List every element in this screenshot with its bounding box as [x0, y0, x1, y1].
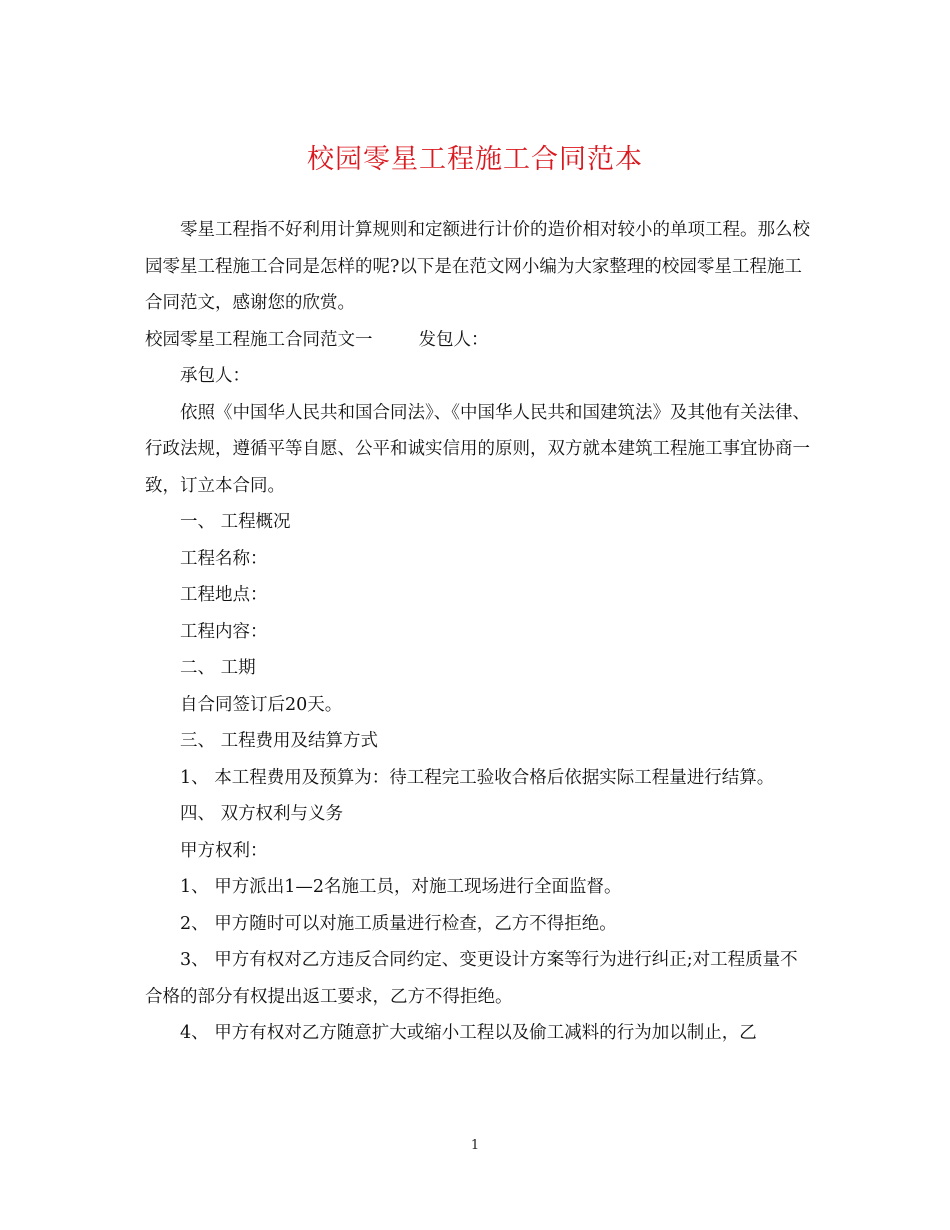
sample-heading-line	[145, 322, 810, 359]
section-heading-cost: 三、 工程费用及结算方式	[180, 731, 379, 751]
duration-text: 自合同签订后20天。	[180, 694, 343, 715]
right-item-2: 2、 甲方随时可以对施工质量进行检查，乙方不得拒绝。	[180, 913, 617, 934]
section-heading-overview: 一、 工程概况	[180, 512, 291, 532]
section-heading-rights: 四、 双方权利与义务	[180, 804, 344, 824]
document-title: 校园零星工程施工合同范本	[307, 144, 643, 175]
cost-item-1: 1、 本工程费用及预算为：待工程完工验收合格后依据实际工程量进行结算。	[180, 767, 775, 788]
right-item-3: 3、 甲方有权对乙方违反合同约定、变更设计方案等行为进行纠正;对工程质量不合格的部分有权提出返工要求，乙方不得拒绝。	[145, 950, 798, 1007]
project-content-field: 工程内容：	[180, 621, 268, 642]
section-heading-duration: 二、 工期	[180, 658, 256, 678]
basis-paragraph: 依照《中国华人民共和国合同法》、《中国华人民共和国建筑法》及其他有关法律、行政法规，遵循平等自愿、公平和诚实信用的原则，双方就本建筑工程施工事宜协商一致，订立本合同。	[145, 402, 810, 496]
intro-paragraph: 零星工程指不好利用计算规则和定额进行计价的造价相对较小的单项工程。那么校园零星工程施工合同是怎样的呢?以下是在范文网小编为大家整理的校园零星工程施工合同范文，感谢您的欣赏。	[145, 220, 810, 313]
employer-label: 发包人：	[418, 329, 489, 350]
right-item-4: 4、 甲方有权对乙方随意扩大或缩小工程以及偷工减料的行为加以制止，乙	[180, 1023, 757, 1043]
project-location-field: 工程地点：	[180, 585, 268, 605]
document-body	[145, 212, 810, 1052]
sample-heading: 校园零星工程施工合同范文一	[145, 329, 373, 350]
project-name-field: 工程名称：	[180, 548, 268, 569]
page-number: 1	[470, 1138, 480, 1153]
right-item-1: 1、 甲方派出1—2名施工员，对施工现场进行全面监督。	[180, 877, 622, 897]
contractor-label: 承包人：	[180, 366, 250, 386]
party-a-rights-label: 甲方权利：	[180, 840, 268, 861]
